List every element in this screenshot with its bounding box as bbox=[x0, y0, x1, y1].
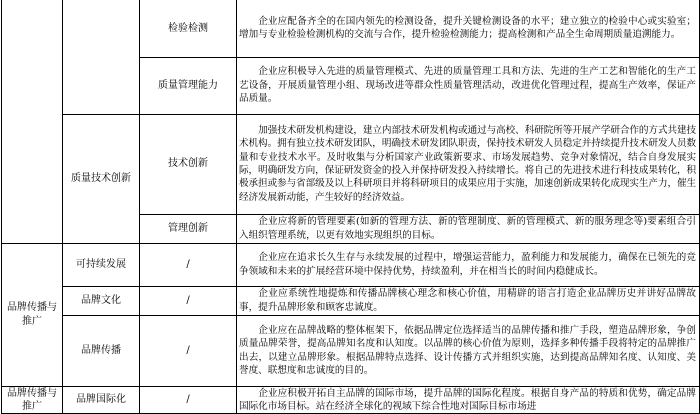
table-row bbox=[2, 114, 700, 214]
item-cell: 检验检测 bbox=[140, 0, 237, 57]
table-row bbox=[2, 243, 700, 286]
table-row bbox=[2, 286, 700, 315]
table-row bbox=[2, 0, 700, 57]
requirement-text: 企业应配备齐全的在国内领先的检测设备，提升关键检测设备的水平；建立独立的检验中心或实验室；增加与专业检验检测机构的交流与合作，提升检验检测能力；提高检测和产品全生命周期质量追溯能力。 bbox=[237, 0, 700, 57]
category-cell bbox=[2, 0, 63, 243]
subcategory-cell bbox=[63, 0, 140, 114]
requirement-text: 企业应在品牌战略的整体框架下，依据品牌定位选择适当的品牌传播和推广手段，塑造品牌形象，争创质量品牌荣誉，提高品牌知名度和认知度。以品牌的核心价值为原则，选择多种传播手段将特定的品牌推广出去，以建立品牌形象。根据品牌特点选择、设计传播方式并组织实施，达到提高品牌知名度、认知度、美誉度、联想度和忠诚度的目的。 bbox=[237, 315, 700, 386]
table-row bbox=[2, 386, 700, 414]
item-cell: / bbox=[140, 243, 237, 286]
subcategory-cell: 品牌传播 bbox=[63, 315, 140, 386]
requirement-text: 企业应积极导入先进的质量管理模式、先进的质量管理工具和方法、先进的生产工艺和智能化的生产工艺设备，开展质量管理小组、现场改进等群众性质量管理活动，改进优化管理过程，提高生产效率，保证产品质量。 bbox=[237, 57, 700, 114]
item-cell: 管理创新 bbox=[140, 214, 237, 243]
item-cell: / bbox=[140, 315, 237, 386]
item-cell: 技术创新 bbox=[140, 114, 237, 214]
requirement-text: 企业应积极开拓自主品牌的国际市场，提升品牌的国际化程度。根据自身产品的特质和优势，确定品牌国际化市场目标。站在经济全球化的视域下综合性地对国际目标市场进 bbox=[237, 386, 700, 414]
requirement-text: 加强技术研发机构建设，建立内部技术研发机构或通过与高校、科研院所等开展产学研合作的方式共建技术机构。拥有独立技术研发团队，明确技术研发团队职责，保持技术研发人员稳定并持续提升技术研发人员数量和专业技术水平。及时收集与分析国家产业政策新要求、市场发展趋势、竞争对象情况，结合自身发展实际，明确研发方向，保证研发资金的投入并保持研发投入持续增长。将自己的先进技术进行科技成果转化，积极承担或参与省部级及以上科研项目并将科研项目的成果应用于实施，加速创新成果转化成现实生产力，催生经济发展新动能，产生较好的经济效益。 bbox=[237, 114, 700, 214]
category-cell: 品牌传播与推广 bbox=[2, 243, 63, 386]
requirement-text: 企业应将新的管理要素(如新的管理方法、新的管理制度、新的管理模式、新的服务理念等)要素组合引入组织管理系统，以更有效地实现组织的目标。 bbox=[237, 214, 700, 243]
requirement-text: 企业应系统性地提炼和传播品牌核心理念和核心价值，用精辟的语言打造企业品牌历史并讲好品牌故事，提升品牌形象和顾客忠诚度。 bbox=[237, 286, 700, 315]
item-cell: 质量管理能力 bbox=[140, 57, 237, 114]
item-cell: / bbox=[140, 286, 237, 315]
requirement-text: 企业应在追求长久生存与永续发展的过程中，增强运营能力，盈利能力和发展能力，确保在已领先的竞争领域和未来的扩展经营环境中保持优势，持续盈利，并在相当长的时间内稳健成长。 bbox=[237, 243, 700, 286]
subcategory-cell: 品牌国际化 bbox=[63, 386, 140, 414]
subcategory-cell: 可持续发展 bbox=[63, 243, 140, 286]
item-cell: / bbox=[140, 386, 237, 414]
subcategory-cell: 品牌文化 bbox=[63, 286, 140, 315]
evaluation-criteria-table bbox=[1, 0, 700, 414]
subcategory-cell: 质量技术创新 bbox=[63, 114, 140, 243]
table-row bbox=[2, 315, 700, 386]
category-cell: 品牌传播与推广 bbox=[2, 386, 63, 414]
